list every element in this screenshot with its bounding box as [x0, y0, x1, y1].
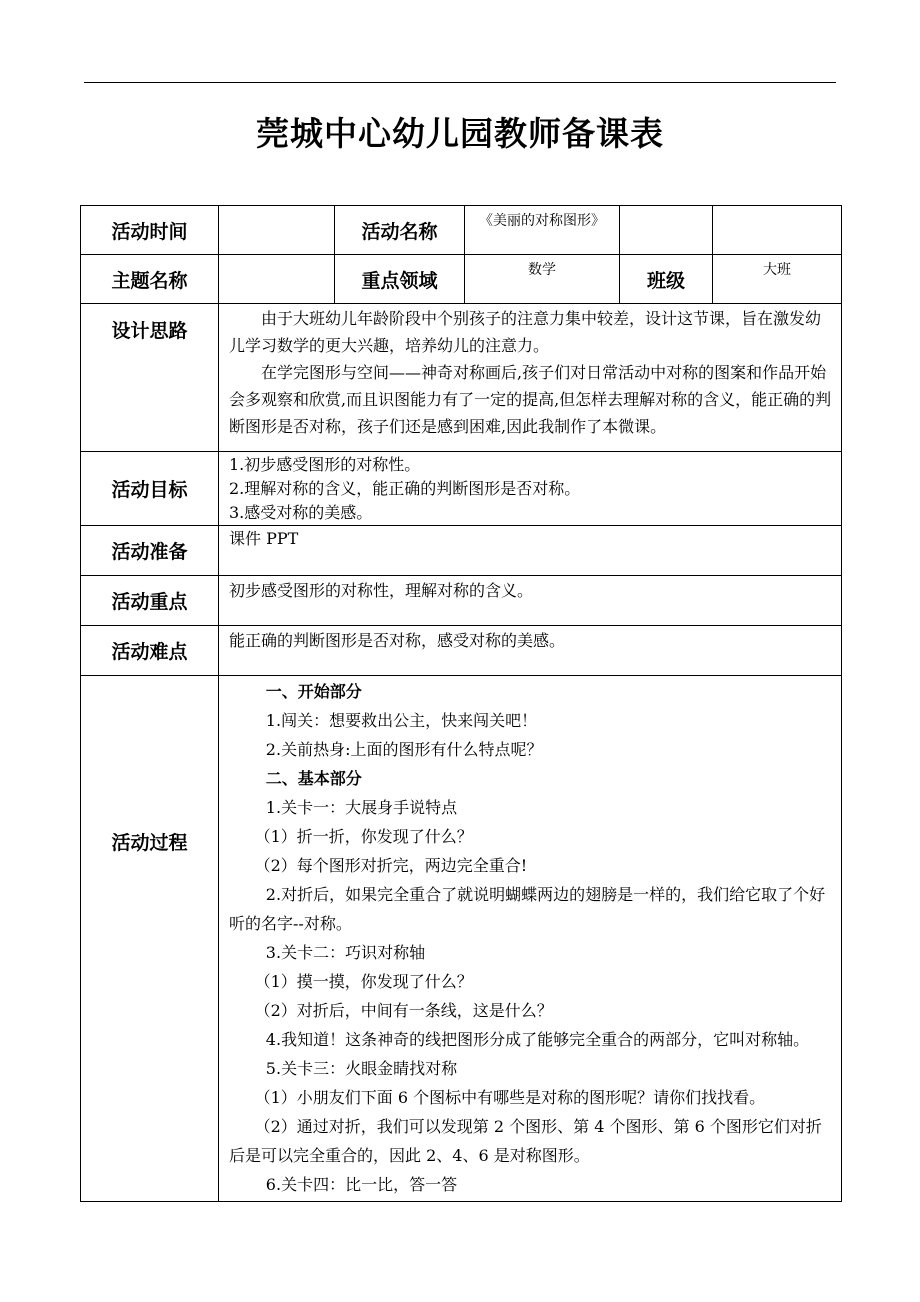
- value-theme-name: [219, 255, 335, 304]
- header-rule: [84, 82, 836, 83]
- row-time-name: [81, 206, 842, 255]
- goal-item: 1.初步感受图形的对称性。: [229, 455, 421, 474]
- row-goals: [81, 452, 842, 526]
- row-theme-domain: [81, 255, 842, 304]
- label-activity-time: 活动时间: [81, 206, 219, 255]
- process-line: （2）对折后，中间有一条线，这是什么？: [254, 1001, 553, 1020]
- process-line: 6.关卡四：比一比，答一答: [265, 1175, 458, 1194]
- label-activity-name: 活动名称: [335, 206, 465, 255]
- label-design-idea: 设计思路: [81, 304, 219, 452]
- value-activity-name: 《美丽的对称图形》: [465, 206, 620, 255]
- process-line: 4.我知道！这条神奇的线把图形分成了能够完全重合的两部分，它叫对称轴。: [265, 1030, 810, 1049]
- row-process: [81, 676, 842, 1202]
- section-heading: 一、开始部分: [265, 682, 362, 701]
- difficulty-content: 能正确的判断图形是否对称，感受对称的美感。: [219, 626, 842, 676]
- process-line: 5.关卡三：火眼金睛找对称: [265, 1059, 458, 1078]
- section-heading: 二、基本部分: [265, 769, 362, 788]
- design-idea-content: [219, 304, 842, 452]
- process-line: （1）摸一摸，你发现了什么？: [254, 972, 473, 991]
- process-line: 1.关卡一：大展身手说特点: [265, 798, 458, 817]
- lesson-plan-table: [80, 205, 842, 1202]
- process-content: [219, 676, 842, 1202]
- empty-cell-b: [713, 206, 842, 255]
- value-activity-time: [219, 206, 335, 255]
- process-line: 2.对折后，如果完全重合了就说明蝴蝶两边的翅膀是一样的，我们给它取了个好听的名字--对称。: [229, 885, 826, 933]
- label-activity-goals: 活动目标: [81, 452, 219, 526]
- process-line: （1）小朋友们下面 6 个图标中有哪些是对称的图形呢？请你们找找看。: [254, 1088, 766, 1107]
- label-key-domain: 重点领域: [335, 255, 465, 304]
- row-prep: [81, 526, 842, 576]
- label-class: 班级: [620, 255, 713, 304]
- goal-item: 2.理解对称的含义，能正确的判断图形是否对称。: [229, 479, 581, 498]
- design-paragraph: 由于大班幼儿年龄阶段中个别孩子的注意力集中较差，设计这节课，旨在激发幼儿学习数学的更大兴趣，培养幼儿的注意力。: [229, 309, 822, 355]
- row-key-point: [81, 576, 842, 626]
- goal-item: 3.感受对称的美感。: [229, 503, 373, 522]
- value-key-domain: 数学: [465, 255, 620, 304]
- label-activity-process: 活动过程: [81, 676, 219, 1202]
- value-class: 大班: [713, 255, 842, 304]
- process-line: 3.关卡二：巧识对称轴: [265, 943, 426, 962]
- label-difficulty: 活动难点: [81, 626, 219, 676]
- process-line: （2）通过对折，我们可以发现第 2 个图形、第 4 个图形、第 6 个图形它们对折后是可以完全重合的，因此 2、4、6 是对称图形。: [229, 1117, 822, 1165]
- empty-cell-a: [620, 206, 713, 255]
- label-activity-prep: 活动准备: [81, 526, 219, 576]
- row-design: [81, 304, 842, 452]
- process-line: （1）折一折，你发现了什么？: [254, 827, 473, 846]
- row-difficulty: [81, 626, 842, 676]
- label-theme-name: 主题名称: [81, 255, 219, 304]
- label-key-point: 活动重点: [81, 576, 219, 626]
- page-title: 莞城中心幼儿园教师备课表: [256, 114, 664, 153]
- prep-content: 课件 PPT: [219, 526, 842, 576]
- process-line: （2）每个图形对折完，两边完全重合!: [254, 856, 528, 875]
- key-point-content: 初步感受图形的对称性，理解对称的含义。: [219, 576, 842, 626]
- process-line: 2.关前热身:上面的图形有什么特点呢？: [265, 740, 543, 759]
- goals-content: [219, 452, 842, 526]
- design-paragraph: 在学完图形与空间——神奇对称画后,孩子们对日常活动中对称的图案和作品开始会多观察和欣赏,而且识图能力有了一定的提高,但怎样去理解对称的含义，能正确的判断图形是否对称，孩子们还是感到困难,因此我制作了本微课。: [229, 363, 832, 436]
- process-line: 1.闯关：想要救出公主，快来闯关吧！: [265, 711, 538, 730]
